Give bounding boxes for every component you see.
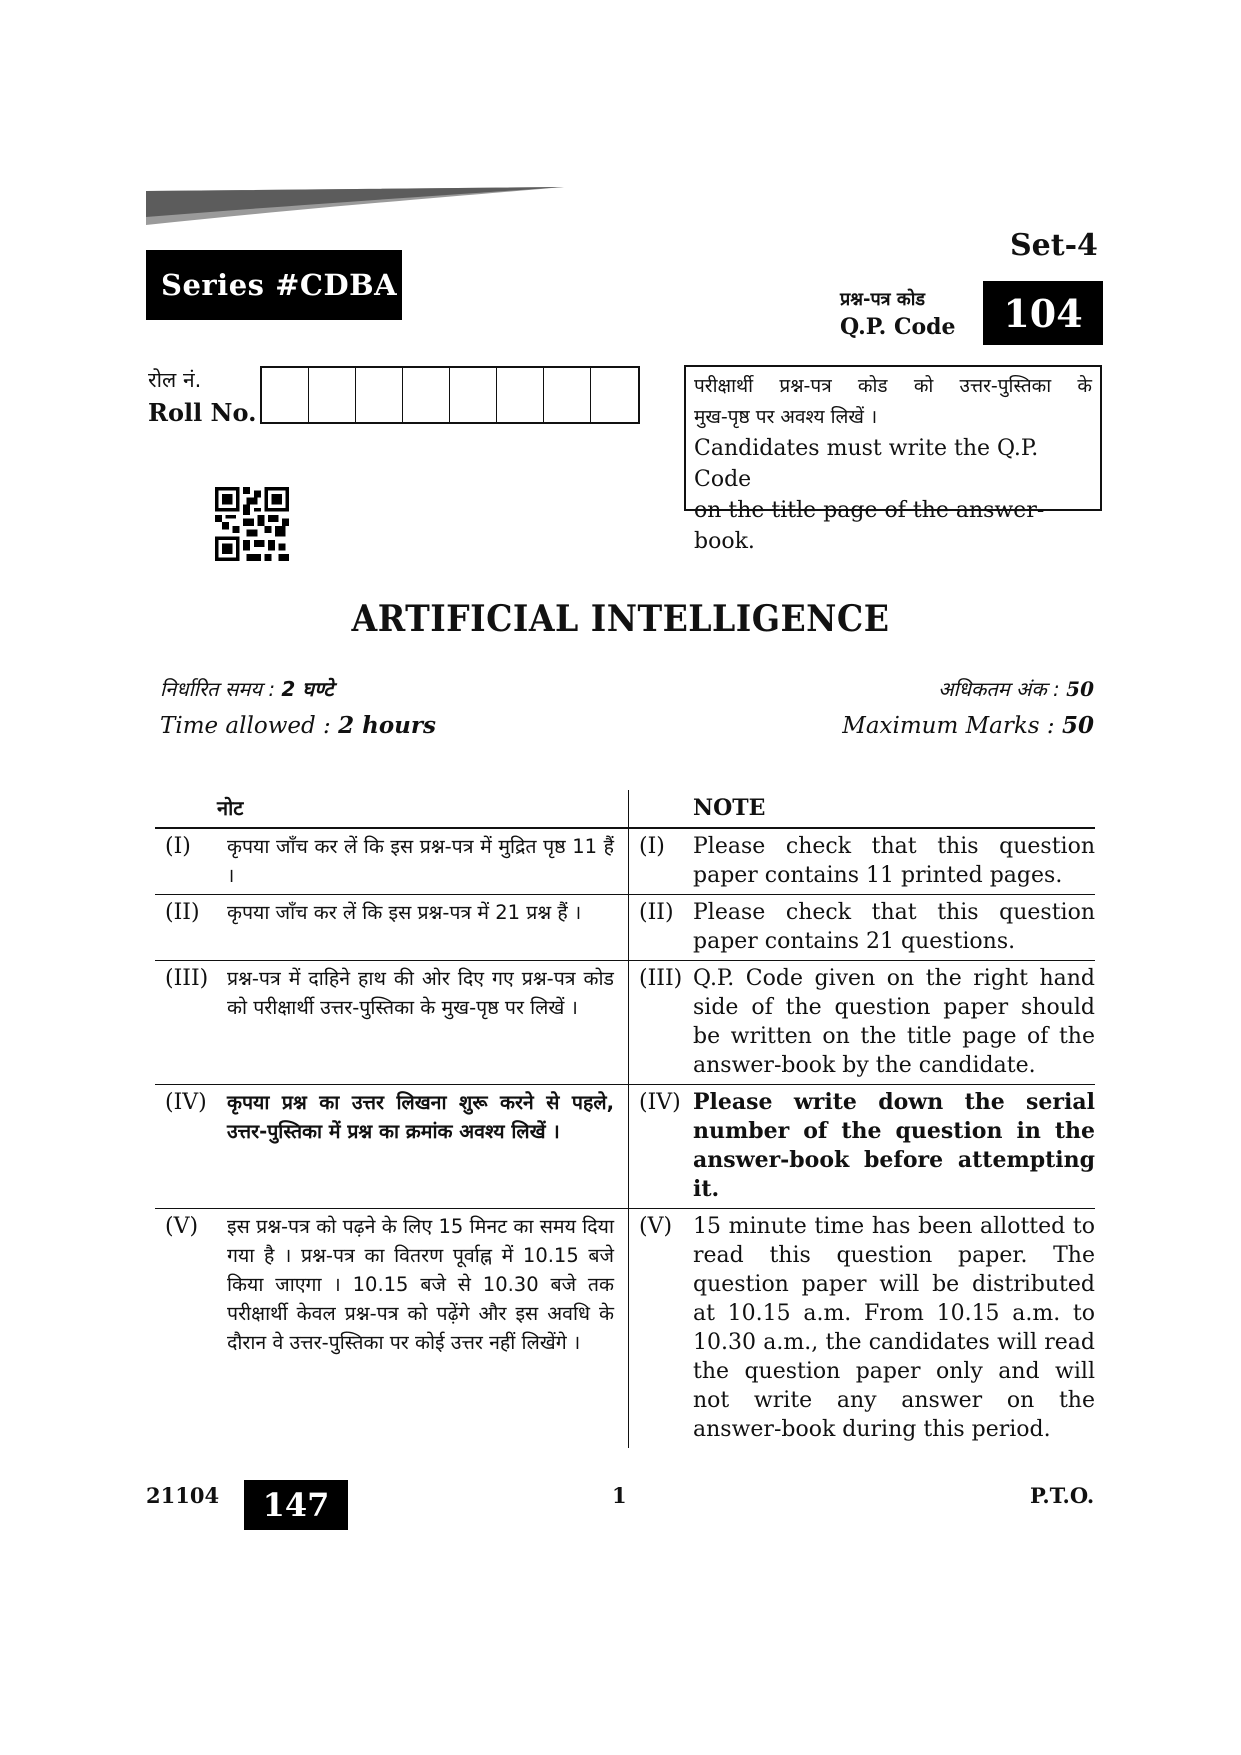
marks-value-hindi: 50 — [1066, 677, 1094, 701]
roll-number-digit-box[interactable] — [497, 368, 544, 422]
time-value-english: 2 hours — [338, 712, 436, 739]
roll-number-label-hindi: रोल नं. — [148, 368, 202, 392]
instruction-english-line-1: Candidates must write the Q.P. Code — [694, 436, 1039, 492]
note-number: (IV) — [639, 1090, 681, 1115]
note-text-hindi: इस प्रश्न-पत्र को पढ़ने के लिए 15 मिनट का समय दिया गया है । प्रश्न-पत्र का वितरण पूर्वाह्न में 10.15 बजे किया जाएगा । 10.15 बजे से 10.30 बजे तक परीक्षार्थी केवल प्रश्न-पत्र को पढ़ेंगे और इस अवधि के दौरान वे उत्तर-पुस्तिका पर कोई उत्तर नहीं लिखेंगे । — [227, 1215, 614, 1354]
roll-number-digit-box[interactable] — [591, 368, 638, 422]
please-turn-over: P.T.O. — [1030, 1483, 1095, 1508]
time-value-hindi: 2 घण्टे — [281, 677, 334, 701]
roll-number-digit-box[interactable] — [356, 368, 403, 422]
set-label: Set-4 — [1010, 228, 1098, 263]
time-label-hindi: निर्धारित समय : — [160, 677, 282, 701]
roll-number-boxes — [260, 366, 640, 424]
roll-number-digit-box[interactable] — [403, 368, 450, 422]
notes-header-row — [155, 790, 1095, 829]
notes-heading-hindi: नोट — [217, 796, 244, 820]
note-number: (III) — [165, 966, 209, 991]
note-row — [155, 829, 1095, 895]
note-text-english: Please check that this question paper contains 11 printed pages. — [693, 834, 1095, 888]
instruction-hindi-line-1: परीक्षार्थी प्रश्न-पत्र कोड को उत्तर-पुस्तिका के — [694, 375, 1092, 397]
note-text-hindi: प्रश्न-पत्र में दाहिने हाथ की ओर दिए गए प्रश्न-पत्र कोड को परीक्षार्थी उत्तर-पुस्तिका के मुख-पृष्ठ पर लिखें । — [227, 967, 614, 1019]
paper-title: ARTIFICIAL INTELLIGENCE — [351, 598, 890, 640]
roll-number-digit-box[interactable] — [450, 368, 497, 422]
series-label: Series #CDBA — [161, 268, 398, 302]
note-text-hindi: कृपया प्रश्न का उत्तर लिखना शुरू करने से पहले, उत्तर-पुस्तिका में प्रश्न का क्रमांक अवश्य लिखें । — [227, 1091, 614, 1143]
note-number: (III) — [639, 966, 683, 991]
max-marks-hindi — [938, 675, 1094, 702]
marks-label-hindi: अधिकतम अंक : — [938, 677, 1067, 701]
note-number: (I) — [165, 834, 191, 859]
footer-number-badge — [244, 1480, 348, 1530]
note-number: (II) — [639, 900, 674, 925]
max-marks-english — [842, 712, 1094, 739]
note-number: (V) — [639, 1214, 673, 1239]
qp-code-instruction-box — [684, 365, 1102, 554]
qp-code-label-english: Q.P. Code — [840, 314, 956, 340]
instruction-hindi-line-2: मुख-पृष्ठ पर अवश्य लिखें । — [694, 406, 878, 428]
footer-paper-code: 21104 — [146, 1483, 220, 1508]
note-number: (II) — [165, 900, 200, 925]
note-text-hindi: कृपया जाँच कर लें कि इस प्रश्न-पत्र में मुद्रित पृष्ठ 11 हैं । — [227, 835, 614, 887]
qp-code-badge — [983, 281, 1103, 345]
note-number: (I) — [639, 834, 665, 859]
roll-number-label-english: Roll No. — [148, 398, 257, 427]
note-row — [155, 1085, 1095, 1209]
note-text-english: Please check that this question paper contains 21 questions. — [693, 900, 1095, 954]
note-text-english: 15 minute time has been allotted to read this question paper. The question paper will be distributed at 10.15 a.m. From 10.15 a.m. to 10.30 a.m., the candidates will read the question paper only and will not write any answer on the answer-book during this period. — [693, 1214, 1095, 1442]
series-badge — [146, 250, 402, 320]
note-number: (V) — [165, 1214, 199, 1239]
time-label-english: Time allowed : — [160, 713, 339, 739]
decorative-swoosh — [146, 187, 564, 225]
instruction-english-line-2: on the title page of the answer-book. — [694, 498, 1045, 554]
note-row — [155, 961, 1095, 1085]
notes-heading-english: NOTE — [693, 795, 766, 821]
time-allowed-hindi — [160, 675, 333, 702]
page-number: 1 — [612, 1483, 627, 1508]
footer-box-number: 147 — [262, 1486, 330, 1524]
note-number: (IV) — [165, 1090, 207, 1115]
note-text-hindi: कृपया जाँच कर लें कि इस प्रश्न-पत्र में 21 प्रश्न हैं । — [227, 901, 582, 924]
note-text-english: Please write down the serial number of the question in the answer-book before attempting it. — [693, 1089, 1095, 1202]
roll-number-digit-box[interactable] — [309, 368, 356, 422]
marks-value-english: 50 — [1061, 712, 1094, 739]
roll-number-digit-box[interactable] — [262, 368, 309, 422]
qp-code-value: 104 — [1003, 290, 1083, 336]
note-row — [155, 1209, 1095, 1448]
roll-number-digit-box[interactable] — [544, 368, 591, 422]
time-allowed-english — [160, 712, 436, 739]
note-row — [155, 895, 1095, 961]
note-text-english: Q.P. Code given on the right hand side of the question paper should be written on the title page of the answer-book by the candidate. — [693, 966, 1095, 1078]
notes-table — [155, 790, 1095, 1448]
qr-code-icon — [215, 487, 289, 561]
qp-code-label-hindi: प्रश्न-पत्र कोड — [840, 289, 925, 310]
marks-label-english: Maximum Marks : — [842, 713, 1062, 739]
